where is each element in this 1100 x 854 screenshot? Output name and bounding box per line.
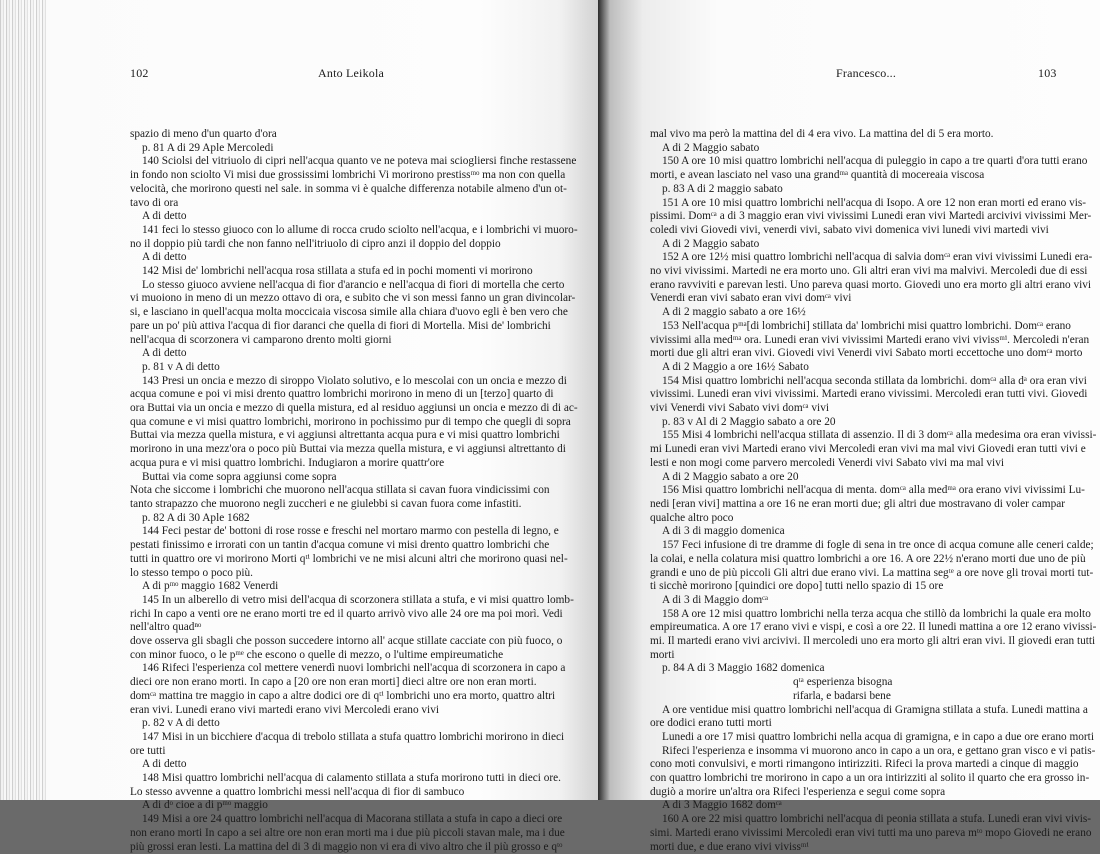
text-line: qᵗᵃ esperienza bisogna	[793, 676, 893, 689]
text-line: vivi Venerdi vivi Sabato vivi domᶜᵃ vivi	[650, 402, 829, 415]
text-line: acqua comune e poi vi misi drento quattro lombrichi morirono in meno di un [terzo] quarto di	[130, 388, 554, 401]
text-line: vi muoiono in meno di un mezzo ottavo di ora, e subito che vi son messi fanno un gran divincolar-	[130, 292, 576, 305]
text-line: p. 83 v Al di 2 Maggio sabato a ore 20	[662, 415, 836, 428]
text-line: tavo di ora	[130, 196, 179, 209]
text-line: spazio di meno d'un quarto d'ora	[130, 128, 277, 140]
text-line: ore dodici erano tutti morti	[650, 717, 772, 730]
right-page-number: 103	[1038, 66, 1057, 80]
text-line: coledi vivi Giovedi vivi, venerdi vivi, sabato vivi domenica vivi lunedi vivi martedi vivi	[650, 223, 1049, 236]
text-line: p. 81 A di 29 Aple Mercoledi	[142, 141, 274, 154]
text-line: A di 2 Maggio a ore 16½ Sabato	[662, 360, 809, 373]
text-line: 144 Feci pestar de' bottoni di rose rosse e freschi nel mortaro marmo con pestella di legno, e	[142, 525, 559, 538]
text-line: morirono in una mezz'ora o poco più Buttai via mezza quella mistura, e vi aggiunsi altrettanto di	[130, 443, 566, 456]
text-line: A di 3 Maggio 1682 domᶜᵃ	[662, 799, 782, 812]
text-line: 151 A ore 10 misi quattro lombrichi nell'acqua di Isopo. A ore 12 non eran morti ed erano vis-	[662, 196, 1087, 209]
text-line: nell'acqua di scorzonera vi camparono drento molti giorni	[130, 333, 392, 346]
text-line: A di 3 di maggio domenica	[662, 525, 785, 538]
text-line: acqua pura e vi misi quattro lombrichi. Indugiaron a morire quattr'ore	[130, 456, 445, 469]
left-running-head: Anto Leikola	[318, 66, 385, 80]
text-line: tutti in quattro ore vi morirono Morti qᵗⁱ lombrichi ve ne misi alcuni altri che morirono quasi nel-	[130, 552, 568, 565]
text-line: mi. Il martedi erano vivi arcivivi. Il mercoledi uno era morto gli altri eran vivi. Il giovedi eran tutti	[650, 635, 1096, 648]
text-line: cono moti convulsivi, e morti rimangono intirizziti. Rifeci la prova martedi a cinque di maggio	[650, 758, 1079, 771]
right-page-body	[650, 128, 1097, 854]
text-line: con quattro lombrichi tre morirono in capo a un ora intirizziti al solito il quarto che era grosso in-	[650, 772, 1090, 785]
text-line: rifarla, e badarsi bene	[793, 689, 891, 702]
page-edges	[0, 0, 46, 800]
text-line: no il doppio più tardi che non fanno nell'itriuolo di cipro anzi il doppio del doppio	[130, 237, 501, 250]
text-line: A di 2 Maggio sabato	[662, 237, 760, 250]
text-line: dieci ore non erano morti. In capo a [20 ore non eran morti] dieci altre ore non eran morti.	[130, 676, 537, 689]
text-line: Buttai via mezza quella mistura, e vi aggiunsi altrettanta acqua pura e vi misi quattro lombrichi	[130, 429, 560, 442]
text-line: morti due, e due erano vivi vivissᵐⁱ	[650, 840, 809, 853]
text-line: morti due gli altri eran vivi. Giovedi vivi Venerdi vivi Sabato morti eccettoche uno domᶜᵃ morto	[650, 347, 1083, 360]
text-line: 147 Misi in un bicchiere d'acqua di trebolo stillata a stufa quattro lombrichi morirono in dieci	[142, 730, 565, 743]
text-line: Nota che siccome i lombrichi che muorono nell'acqua stillata si cavan fuora vindicissimi con	[130, 484, 550, 497]
text-line: 155 Misi 4 lombrichi nell'acqua stillata di assenzio. Il di 3 domᶜᵃ alla medesima ora eran vivissi-	[662, 429, 1097, 442]
text-line: si, e lasciano in quell'acqua molta moccicaia viscosa simile alla chiara d'uovo egli è ben vero che	[130, 306, 568, 319]
text-line: morti	[650, 648, 675, 661]
text-line: 148 Misi quattro lombrichi nell'acqua di calamento stillata a stufa morirono tutti in dieci ore.	[142, 772, 561, 785]
text-line: nedi [eran vivi] mattina a ore 16 ne eran morti due; gli altri due mostravano di voler campar	[650, 497, 1066, 510]
text-line: p. 82 v A di detto	[142, 717, 220, 730]
text-line: ora Buttai via un oncia e mezzo di quella mistura, ed al residuo aggiunsi un oncia e mezzo di di ac-	[130, 402, 578, 415]
text-line: 150 A ore 10 misi quattro lombrichi nell'acqua di puleggio in capo a tre quarti d'ora tutti erano	[662, 155, 1088, 168]
text-line: p. 81 v A di detto	[142, 360, 220, 373]
text-line: nell'altro quadⁿᵒ	[130, 621, 202, 634]
text-line: A di 3 di Maggio domᶜᵃ	[662, 593, 769, 606]
text-line: vivissimi. Lunedi eran vivi vivissimi. Martedi erano vivissimi. Mercoledi eran tutti vivi. Giovedi	[650, 388, 1088, 401]
text-line: dugiò a morire un'altra ora Rifeci l'esperienza e segui come sopra	[650, 785, 946, 798]
text-line: qualche altro poco	[650, 511, 734, 524]
text-line: pare un po' più attiva l'acqua di fior daranci che quella di fiori di Mortella. Misi de' lombrichi	[130, 319, 551, 332]
text-line: morti, e avean lasciato nel vaso una grandᵐᵃ quantità di mocereaia viscosa	[650, 169, 985, 182]
text-line: A di 2 Maggio sabato	[662, 141, 760, 154]
text-line: tanto strapazzo che muorono negli zuccheri e ne giulebbi si cavan fuora come infastiti.	[130, 497, 522, 510]
text-line: velocità, che morirono questi nel sale. in somma vi è qualche differenza notabile almeno d'un ot-	[130, 182, 567, 195]
text-line: 154 Misi quattro lombrichi nell'acqua seconda stillata da lombrichi. domᶜᵃ alla dᵃ ora eran vivi	[662, 374, 1087, 387]
text-line: A di detto	[142, 210, 187, 223]
text-line: 142 Misi de' lombrichi nell'acqua rosa stillata a stufa ed in pochi momenti vi morirono	[142, 265, 533, 278]
text-line: A di detto	[142, 347, 187, 360]
text-line: 156 Misi quattro lombrichi nell'acqua di menta. domᶜᵃ alla medᵐᵃ ora erano vivi vivissimi Lu-	[662, 484, 1085, 497]
text-line: empireumatica. A ore 17 erano vivi e vispi, e così a ore 22. Il lunedi mattina a ore 12 erano vivissi-	[650, 621, 1097, 634]
text-line: A di pᵐᵒ maggio 1682 Venerdi	[142, 580, 279, 593]
text-line: A di 2 Maggio sabato a ore 20	[662, 470, 799, 483]
text-line: non erano morti In capo a sei altre ore non eran morti ma i due più piccoli stavan male, ma i due	[130, 826, 565, 839]
text-line: mi Lunedi eran vivi Martedi erano vivi Mercoledi eran vivi ma mal vivi Giovedi eran tutti vivi e	[650, 443, 1086, 456]
text-line: simi. Martedi erano vivissimi Mercoledi eran vivi tutti ma uno pareva mᵗᵒ mopo Giovedi ne erano	[650, 826, 1092, 839]
text-line: mal vivo ma però la mattina del di 4 era vivo. La mattina del di 5 era morto.	[650, 128, 994, 140]
text-line: richi In capo a venti ore ne erano morti tre ed il quarto arrivò vivo alle 24 ore ma poi morì. Vedi	[130, 607, 563, 620]
text-line: A di 2 maggio sabato a ore 16½	[662, 306, 806, 319]
text-line: 145 In un alberello di vetro misi dell'acqua di scorzonera stillata a stufa, e vi misi quattro lomb-	[142, 593, 574, 606]
text-line: 160 A ore 22 misi quattro lombrichi nell'acqua di peonia stillata a stufa. Lunedi eran vivi vivis-	[662, 813, 1092, 826]
text-line: p. 84 A di 3 Maggio 1682 domenica	[662, 662, 825, 675]
text-line: 140 Sciolsi del vitriuolo di cipri nell'acqua quanto ve ne poteva mai sciogliersi finche restassene	[142, 155, 577, 168]
left-page-body	[130, 128, 578, 854]
right-running-head: Francesco...	[836, 66, 897, 80]
text-line: Rifeci l'esperienza e insomma vi muorono anco in capo a un ora, e gettano gran visco e vi patis-	[662, 744, 1096, 757]
text-line: 143 Presi un oncia e mezzo di siroppo Violato solutivo, e lo mescolai con un oncia e mezzo di	[142, 374, 567, 387]
text-line: 157 Feci infusione di tre dramme di fogle di sena in tre once di acqua comune alle ceneri calde;	[662, 539, 1094, 552]
text-line: lo stesso tempo o poco più.	[130, 566, 254, 579]
text-line: 146 Rifeci l'esperienza col mettere venerdì nuovi lombrichi nell'acqua di scorzonera in capo a	[142, 662, 566, 675]
text-line: 141 feci lo stesso giuoco con lo allume di rocca crudo sciolto nell'acqua, e i lombrichi vi muoro-	[142, 223, 578, 236]
text-line: grandi e uno de più piccoli Gli altri due erano vivi. La mattina segᵗᵉ a ore nove gli trovai morti tut-	[650, 566, 1094, 579]
text-line: lesti e non mogi come parvero mercoledi Venerdi vivi Sabato vivi ma mal vivi	[650, 456, 1004, 469]
left-page-number: 102	[130, 66, 149, 80]
text-line: 149 Misi a ore 24 quattro lombrichi nell'acqua di Macorana stillata a stufa in capo a dieci ore	[142, 813, 563, 826]
text-line: Lo stesso avvenne a quattro lombrichi messi nell'acqua di fior di sambuco	[130, 785, 465, 798]
text-line: erano ravviviti e parevan lesti. Uno pareva quasi morto. Giovedi uno era morto gli altri erano vivi	[650, 278, 1092, 291]
text-line: pissimi. Domᶜᵃ a di 3 maggio eran vivi vivissimi Lunedi eran vivi Martedi arcivivi vivissimi Mer-	[650, 210, 1092, 223]
text-line: con minor fuoco, o le pᵐᵉ che escono o quelle di mezzo, o l'ultime empireumatiche	[130, 648, 504, 661]
text-line: 152 A ore 12½ misi quattro lombrichi nell'acqua di salvia domᶜᵃ eran vivi vivissimi Lunedi era-	[662, 251, 1093, 264]
text-line: 153 Nell'acqua pᵐᵃ[di lombrichi] stillata da' lombrichi misi quattro lombrichi. Domᶜᵃ erano	[662, 319, 1071, 332]
text-line: no vivi vivissimi. Martedi ne era morto uno. Gli altri eran vivi ma malvivi. Mercoledi due di essi	[650, 265, 1088, 278]
text-line: più grossi eran lesti. La mattina del di 3 di maggio non vi era di vivo altro che il più grosso e qᵗᵒ	[130, 840, 563, 853]
text-line: ti sicchè morirono [quindici ore dopo] tutti nello spazio di 15 ore	[650, 580, 944, 593]
text-line: vivissimi alla medᵐᵃ ora. Lunedi eran vivi vivissimi Martedi erano vivi vivissᵐⁱ. Mercoledi n'eran	[650, 333, 1090, 346]
text-line: pestati finissimo e irrorati con un tantin d'acqua comune vi misi drento quattro lombrichi che	[130, 539, 550, 552]
text-line: domᶜᵃ mattina tre maggio in capo a altre dodici ore di qᵗⁱ lombrichi uno era morto, quattro altri	[130, 689, 556, 702]
text-line: A ore ventidue misi quattro lombrichi nell'acqua di Gramigna stillata a stufa. Lunedi mattina a	[662, 703, 1088, 716]
text-line: A di detto	[142, 758, 187, 771]
text-line: ore tutti	[130, 744, 166, 757]
text-line: la colai, e nella colatura misi quattro lombrichi a ore 16. A ore 22½ n'erano morti due uno de più	[650, 552, 1086, 565]
text-line: Lo stesso giuoco avviene nell'acqua di fior d'arancio e nell'acqua di fiori di mortella che certo	[142, 278, 565, 291]
text-line: Lunedi a ore 17 misi quattro lombrichi nella acqua di gramigna, e in capo a due ore erano morti	[662, 730, 1094, 743]
text-line: in fondo non sciolto Vi misi due grossissimi lombrichi Vi morirono prestissᵐᵒ ma non con quella	[130, 169, 566, 182]
text-line: eran vivi. Lunedi erano vivi martedi erano vivi Mercoledi erano vivi	[130, 703, 439, 716]
text-line: p. 82 A di 30 Aple 1682	[142, 511, 250, 524]
text-line: p. 83 A di 2 maggio sabato	[662, 182, 783, 195]
text-line: qua comune e vi misi quattro lombrichi, morirono in pochissimo pur di tempo che quegli di sopra	[130, 415, 571, 428]
text-line: dove osserva gli sbagli che posson succedere intorno all' acque stillate cacciate con più fuoco, o	[130, 635, 563, 648]
text-line: A di dᵒ cioe a di pᵐᵒ maggio	[142, 799, 268, 812]
text-line: Buttai via come sopra aggiunsi come sopra	[142, 470, 337, 483]
text-line: 158 A ore 12 misi quattro lombrichi nella terza acqua che stillò da lombrichi la quale era molto	[662, 607, 1091, 620]
text-line: Venerdi eran vivi sabato eran vivi domᶜᵃ vivi	[650, 292, 852, 305]
text-line: A di detto	[142, 251, 187, 264]
